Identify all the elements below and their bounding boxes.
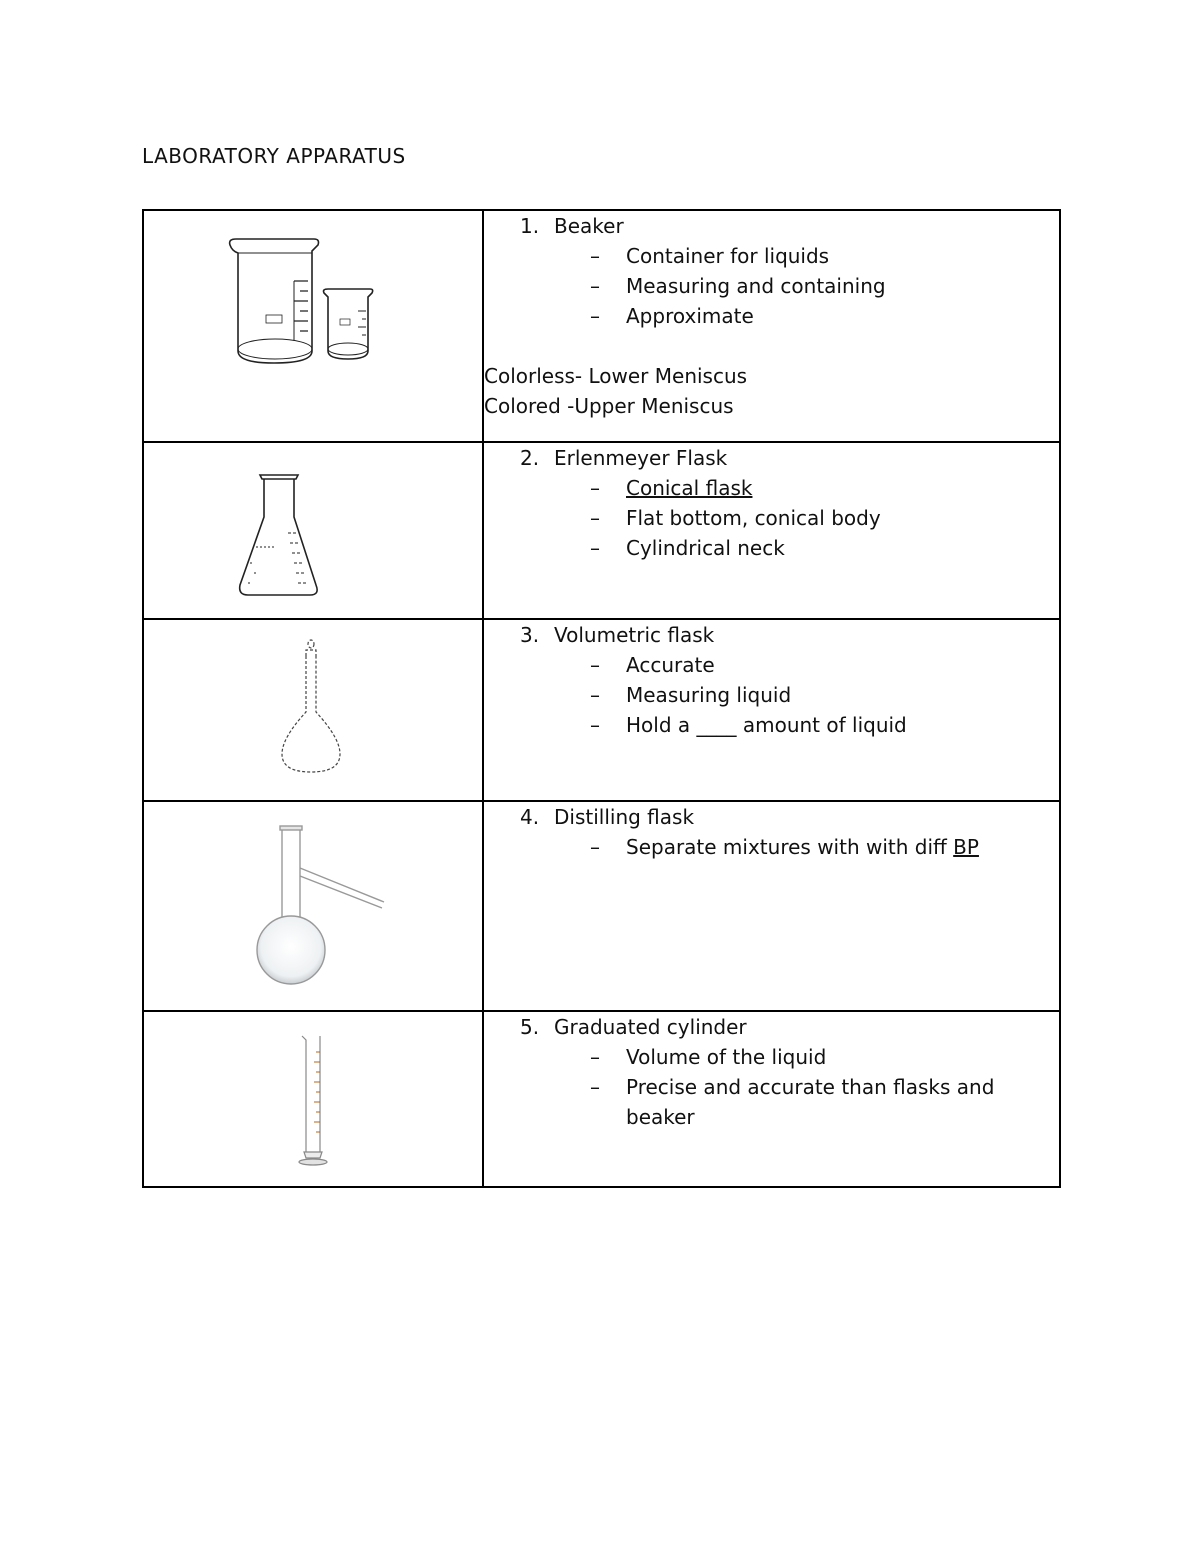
description-cell xyxy=(483,801,1060,1011)
table-row xyxy=(143,1011,1060,1187)
image-cell xyxy=(143,801,483,1011)
bullet-list xyxy=(484,1042,1059,1132)
description-cell xyxy=(483,619,1060,801)
meniscus-note: Colorless- Lower Meniscus xyxy=(484,364,748,388)
list-item: – Measuring and containing xyxy=(590,271,1059,301)
list-item: – Volume of the liquid xyxy=(590,1042,1059,1072)
table-row xyxy=(143,801,1060,1011)
image-cell xyxy=(143,619,483,801)
list-item: – Accurate xyxy=(590,650,1059,680)
bullet-list xyxy=(484,241,1059,331)
bullet-list xyxy=(484,650,1059,740)
page-title: LABORATORY APPARATUS xyxy=(142,144,406,168)
item-heading: 2. Erlenmeyer Flask xyxy=(520,446,728,470)
erlenmeyer-flask-icon xyxy=(144,443,482,620)
list-item: – Container for liquids xyxy=(590,241,1059,271)
table-row xyxy=(143,619,1060,801)
description-cell xyxy=(483,1011,1060,1187)
list-item: – Precise and accurate than flasks and beaker xyxy=(590,1072,1059,1132)
list-item: – Hold a ____ amount of liquid xyxy=(590,710,1059,740)
bullet-list xyxy=(484,473,1059,563)
apparatus-table xyxy=(142,209,1061,1188)
list-item: – Separate mixtures with with diff BP xyxy=(590,832,1059,862)
item-heading: 1. Beaker xyxy=(520,214,624,238)
image-cell xyxy=(143,1011,483,1187)
table-row xyxy=(143,210,1060,442)
graduated-cylinder-icon xyxy=(144,1012,482,1188)
description-cell xyxy=(483,442,1060,619)
image-cell xyxy=(143,442,483,619)
bullet-list xyxy=(484,832,1059,862)
list-item: – Cylindrical neck xyxy=(590,533,1059,563)
list-item: – Measuring liquid xyxy=(590,680,1059,710)
list-item: – Conical flask xyxy=(590,473,1059,503)
distilling-flask-icon xyxy=(144,802,482,1012)
list-item: – Flat bottom, conical body xyxy=(590,503,1059,533)
item-heading: 3. Volumetric flask xyxy=(520,623,715,647)
list-item: – Approximate xyxy=(590,301,1059,331)
volumetric-flask-icon xyxy=(144,620,482,802)
table-row xyxy=(143,442,1060,619)
item-heading: 5. Graduated cylinder xyxy=(520,1015,747,1039)
description-cell xyxy=(483,210,1060,442)
image-cell xyxy=(143,210,483,442)
meniscus-note: Colored -Upper Meniscus xyxy=(484,394,734,418)
item-heading: 4. Distilling flask xyxy=(520,805,695,829)
beaker-icon xyxy=(144,211,482,443)
